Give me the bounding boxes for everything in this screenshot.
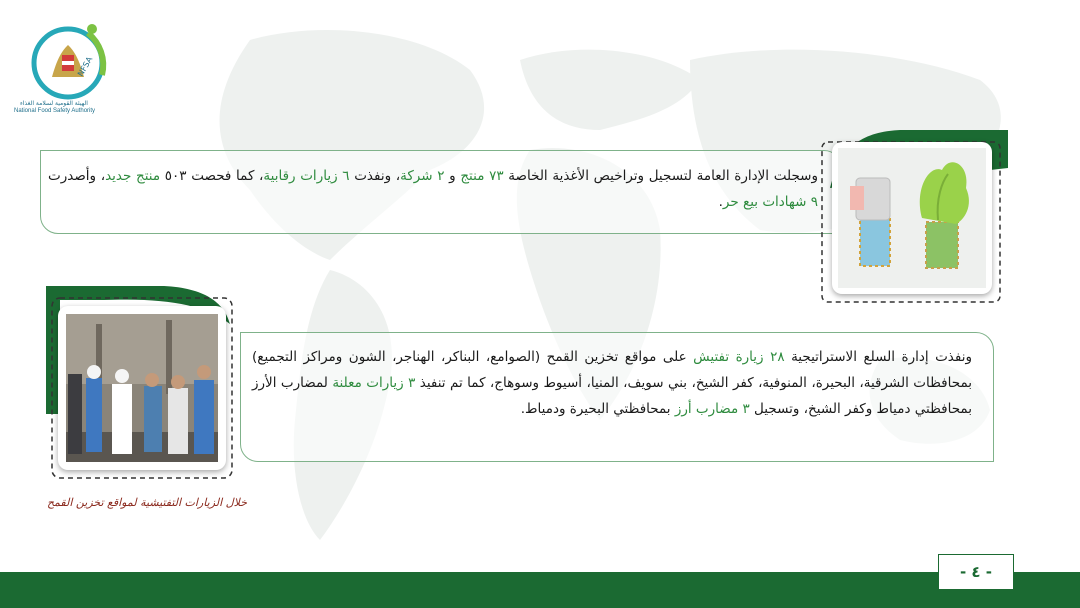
text-run: ، ونفذت — [349, 168, 401, 184]
food-samples-photo — [838, 148, 986, 288]
photo-card-food-samples — [832, 142, 992, 294]
registration-paragraph — [48, 163, 818, 215]
highlight-products-count: ٧٣ منتج — [460, 168, 504, 184]
highlight-announced-visits: ٣ زيارات معلنة — [332, 375, 416, 391]
highlight-new-products: منتج جديد — [105, 168, 161, 184]
footer-bar — [0, 572, 1080, 608]
logo-badge-text: NFSA — [75, 55, 95, 78]
highlight-certificates: ٩ شهادات بيع حر — [722, 194, 818, 210]
highlight-companies-count: ٢ شركة — [400, 168, 445, 184]
text-run: و — [444, 168, 461, 184]
highlight-rice-mills: ٣ مضارب أرز — [674, 401, 750, 417]
text-run: ، وأصدرت — [48, 168, 106, 184]
text-run: لمضارب الأرز بمحافظتي دمياط وكفر الشيخ، وتسجيل — [252, 375, 972, 417]
text-run: على مواقع تخزين القمح (الصوامع، البناكر، الهناجر، الشون ومراكز التجميع) بمحافظات الشرقية، البحيرة، المنوفية، كفر الشيخ، بني سويف، المنيا، أسيوط وسوهاج، كما تم تنفيذ — [252, 349, 973, 391]
highlight-inspection-visits: ٢٨ زيارة تفتيش — [693, 349, 785, 365]
logo-arabic-name: الهيئة القومية لسلامة الغذاء — [20, 100, 88, 107]
logo-english-name: National Food Safety Authority — [14, 108, 96, 114]
highlight-inspection-visits: ٦ زيارات رقابية — [263, 168, 350, 184]
text-run: . — [718, 194, 723, 210]
page-number: - ٤ - — [938, 554, 1014, 590]
text-run: وسجلت الإدارة العامة لتسجيل وتراخيص الأغذية الخاصة — [503, 168, 818, 184]
text-run: ونفذت إدارة السلع الاستراتيجية — [784, 349, 972, 365]
text-run: بمحافظتي البحيرة ودمياط. — [520, 401, 675, 417]
wheat-inspection-paragraph — [252, 344, 972, 422]
photo-card-wheat-site-visit — [58, 306, 226, 470]
photo-caption: خلال الزيارات التفتيشية لمواقع تخزين القمح — [46, 496, 248, 509]
text-run: ، كما فحصت ٥٠٣ — [160, 168, 264, 184]
wheat-storage-visit-photo — [66, 314, 218, 462]
